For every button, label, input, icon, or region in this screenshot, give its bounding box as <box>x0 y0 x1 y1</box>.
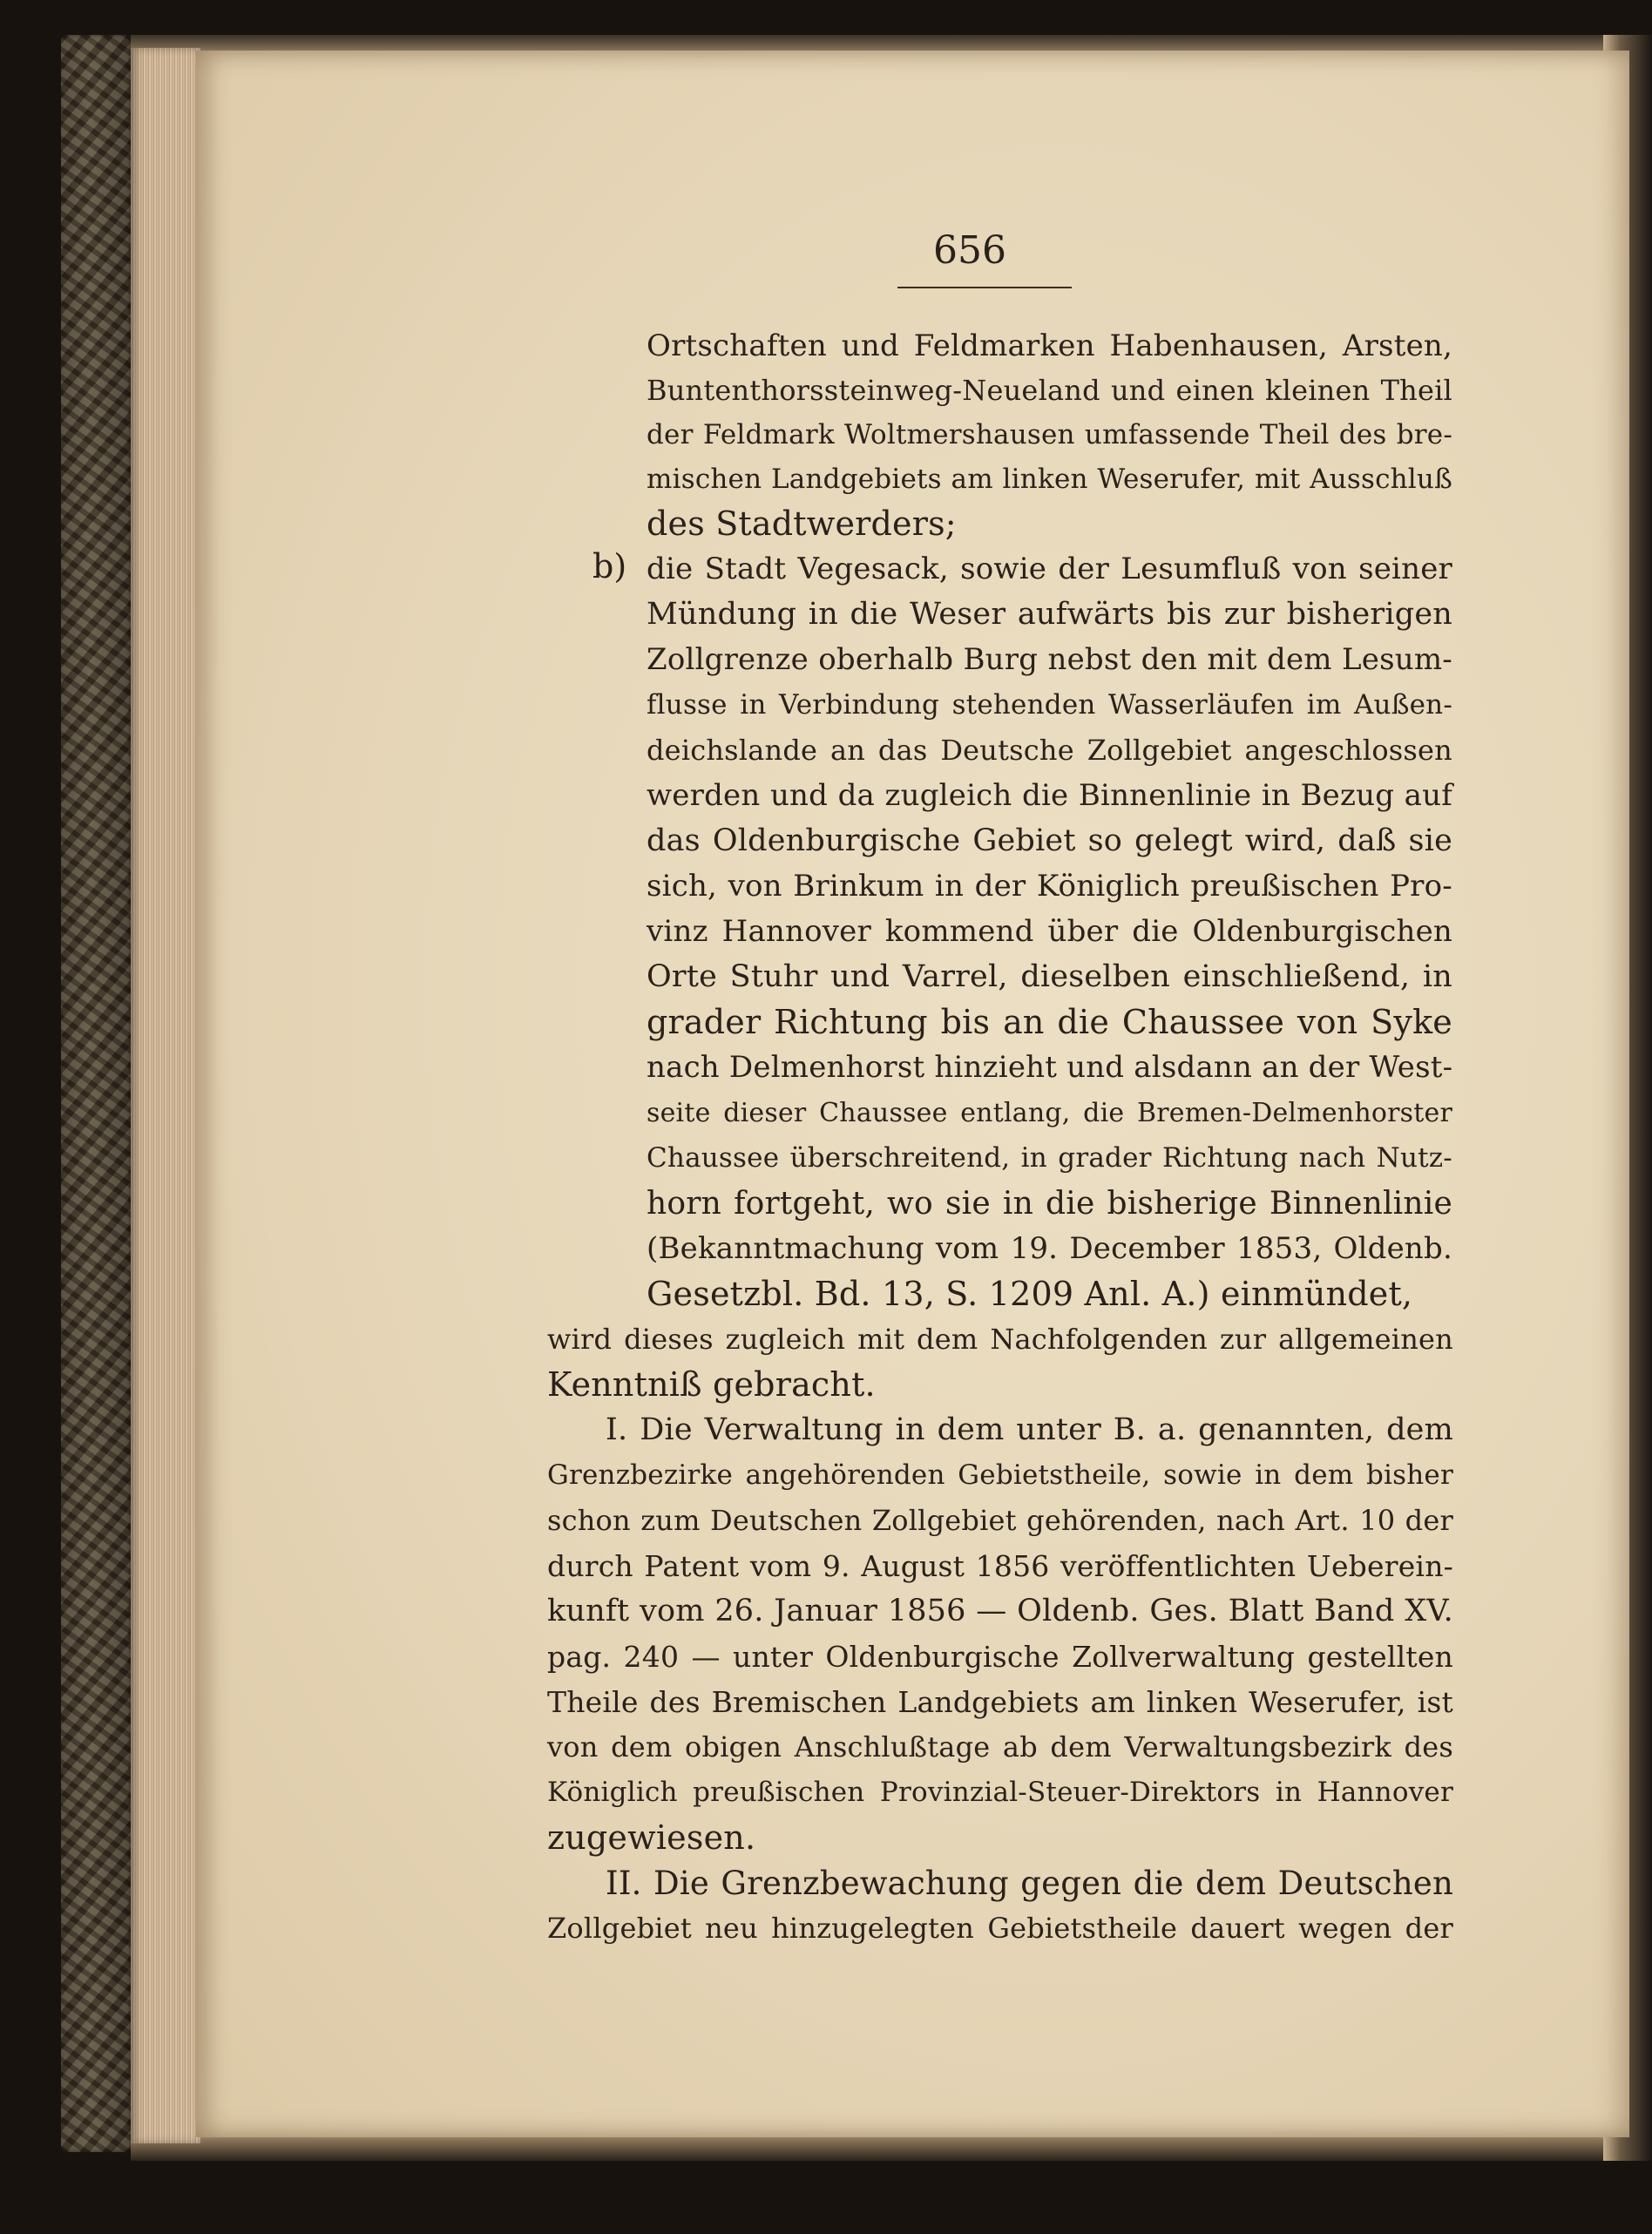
text-line: grader Richtung bis an die Chaussee von Syke <box>647 1003 1452 1041</box>
text-line: durch Patent vom 9. August 1856 veröffentlichten Ueberein- <box>547 1549 1453 1583</box>
text-line: Zollgebiet neu hinzugelegten Gebietstheile dauert wegen der <box>547 1912 1453 1945</box>
text-line: Buntenthorssteinweg-Neueland und einen kleinen Theil <box>647 374 1452 407</box>
text-line: Grenzbezirke angehörenden Gebietstheile, sowie in dem bisher <box>547 1459 1453 1491</box>
text-line: wird dieses zugleich mit dem Nachfolgenden zur allgemeinen <box>547 1323 1453 1356</box>
text-line: Theile des Bremischen Landgebiets am linken Weserufer, ist <box>547 1685 1453 1719</box>
text-line: mischen Landgebiets am linken Weserufer, mit Ausschluß <box>647 464 1452 495</box>
text-line: werden und da zugleich die Binnenlinie in Bezug auf <box>647 778 1452 813</box>
text-line: Königlich preußischen Provinzial-Steuer-Direktors in Hannover <box>547 1777 1453 1808</box>
text-line: I. Die Verwaltung in dem unter B. a. genannten, dem <box>606 1412 1453 1447</box>
text-line: kunft vom 26. Januar 1856 — Oldenb. Ges. Blatt Band XV. <box>547 1594 1453 1628</box>
text-line: Kenntniß gebracht. <box>547 1365 876 1404</box>
text-line: des Stadtwerders; <box>647 504 957 543</box>
text-line: Gesetzbl. Bd. 13, S. 1209 Anl. A.) einmündet, <box>647 1275 1413 1313</box>
list-item-label: b) <box>592 547 627 586</box>
text-line: von dem obigen Anschlußtage ab dem Verwaltungsbezirk des <box>547 1730 1453 1764</box>
text-line: Chaussee überschreitend, in grader Richtung nach Nutz- <box>647 1142 1452 1174</box>
text-line: flusse in Verbindung stehenden Wasserläufen im Außen- <box>647 689 1452 721</box>
text-line: das Oldenburgische Gebiet so gelegt wird, daß sie <box>647 823 1452 858</box>
text-line: seite dieser Chaussee entlang, die Bremen-Delmenhorster <box>647 1098 1452 1128</box>
text-line: Zollgrenze oberhalb Burg nebst den mit dem Lesum- <box>647 642 1452 677</box>
text-line: der Feldmark Woltmershausen umfassende Theil des bre- <box>647 419 1452 450</box>
text-line: nach Delmenhorst hinzieht und alsdann an der West- <box>647 1050 1453 1085</box>
text-line: Ortschaften und Feldmarken Habenhausen, Arsten, <box>647 328 1452 363</box>
text-line: pag. 240 — unter Oldenburgische Zollverwaltung gestellten <box>547 1640 1453 1674</box>
text-line: deichslande an das Deutsche Zollgebiet angeschlossen <box>647 734 1452 767</box>
text-line: vinz Hannover kommend über die Oldenburgischen <box>647 914 1452 949</box>
text-line: (Bekanntmachung vom 19. December 1853, Oldenb. <box>647 1231 1452 1266</box>
text-line: die Stadt Vegesack, sowie der Lesumfluß von seiner <box>647 552 1452 586</box>
text-line: Orte Stuhr und Varrel, dieselben einschließend, in <box>647 959 1452 994</box>
text-line: zugewiesen. <box>547 1818 756 1857</box>
text-line: II. Die Grenzbewachung gegen die dem Deutschen <box>606 1865 1453 1902</box>
page-number-rule <box>897 287 1072 288</box>
page-edges <box>131 48 200 2143</box>
page-number: 656 <box>933 228 1006 273</box>
text-line: sich, von Brinkum in der Königlich preußischen Pro- <box>647 869 1452 904</box>
text-line: Mündung in die Weser aufwärts bis zur bisherigen <box>647 597 1452 632</box>
text-line: horn fortgeht, wo sie in die bisherige Binnenlinie <box>647 1186 1452 1222</box>
text-line: schon zum Deutschen Zollgebiet gehörenden, nach Art. 10 der <box>547 1504 1453 1537</box>
book-cover-edge <box>61 35 135 2152</box>
